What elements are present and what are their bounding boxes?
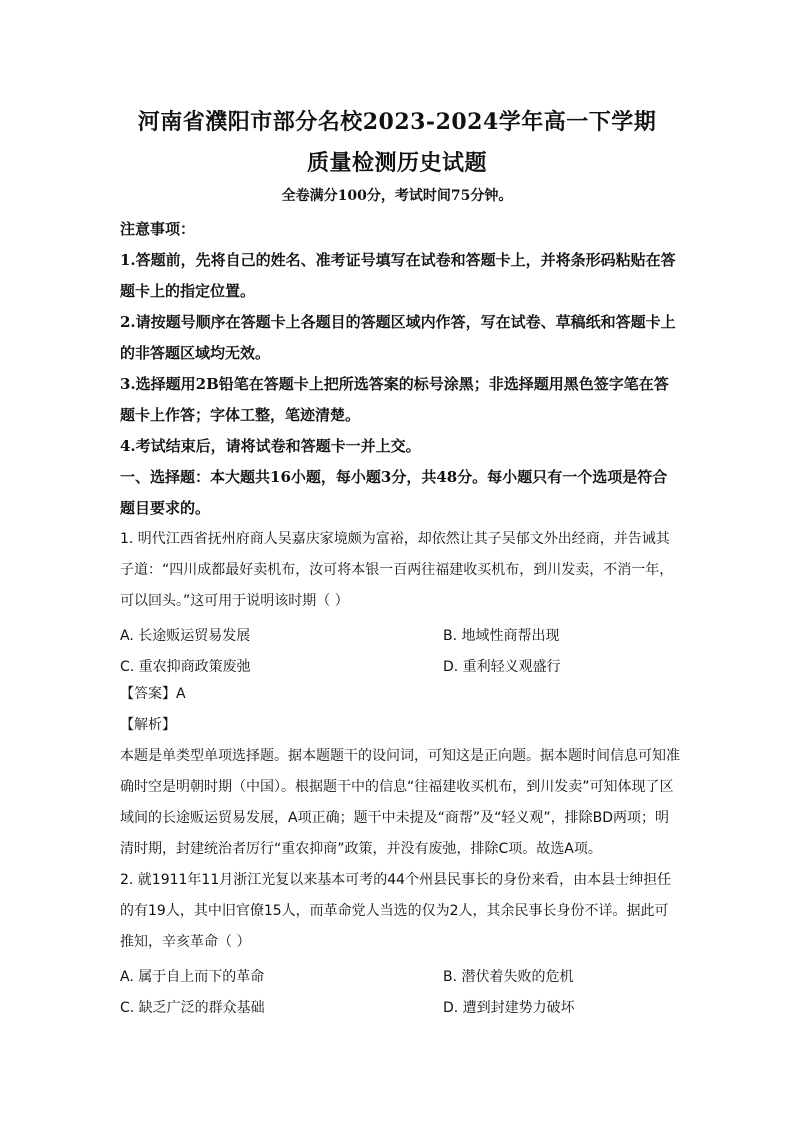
note-item-2: 2.请按题号顺序在答题卡上各题目的答题区域内作答，写在试卷、草稿纸和答题卡上的非答题区域均无效。: [120, 313, 676, 362]
question-1-analysis-label: 【解析】: [120, 717, 176, 733]
question-1-option-d: D. 重利轻义观盛行: [443, 659, 561, 675]
question-2-option-b: B. 潜伏着失败的危机: [443, 969, 574, 985]
exam-title-line2: 质量检测历史试题: [306, 150, 487, 176]
question-1-option-c: C. 重农抑商政策废弛: [120, 659, 251, 675]
question-1-answer: 【答案】A: [120, 686, 186, 702]
notes-heading: 注意事项：: [120, 220, 196, 238]
note-item-3: 3.选择题用2B铅笔在答题卡上把所选答案的标号涂黑；非选择题用黑色签字笔在答题卡上作答；字体工整，笔迹清楚。: [120, 375, 669, 424]
question-1-analysis: 本题是单类型单项选择题。据本题题干的设问词，可知这是正向题。据本题时间信息可知准确时空是明朝时期（中国）。根据题干中的信息“往福建收买机布，到川发卖”可知体现了区域间的长途贩运贸易发展，A项正确；题干中未提及“商帮”及“轻义观”，排除BD两项；明清时期，封建统治者厉行“重农抑商”政策，并没有废弛，排除C项。故选A项。: [120, 748, 680, 857]
question-2-option-d: D. 遭到封建势力破坏: [443, 1000, 575, 1016]
exam-meta: 全卷满分100分，考试时间75分钟。: [281, 188, 513, 204]
question-2-stem: 2. 就1911年11月浙江光复以来基本可考的44个州县民事长的身份来看，由本县士绅担任的有19人，其中旧官僚15人，而革命党人当选的仅为2人，其余民事长身份不详。据此可推知，辛亥革命（ ）: [120, 872, 672, 950]
section-heading: 一、选择题：本大题共16小题，每小题3分，共48分。每小题只有一个选项是符合题目要求的。: [120, 468, 668, 517]
question-1-option-b: B. 地域性商帮出现: [443, 628, 560, 644]
exam-title-line1: 河南省濮阳市部分名校2023-2024学年高一下学期: [137, 109, 657, 135]
note-item-4: 4.考试结束后，请将试卷和答题卡一并上交。: [120, 437, 421, 455]
question-2-option-c: C. 缺乏广泛的群众基础: [120, 1000, 265, 1016]
question-1-stem: 1. 明代江西省抚州府商人吴嘉庆家境颇为富裕，却依然让其子吴郁文外出经商，并告诫其子道：“四川成都最好卖机布，汝可将本银一百两往福建收买机布，到川发卖，不消一年，可以回头。”这可用于说明该时期（ ）: [120, 531, 674, 609]
question-1-option-a: A. 长途贩运贸易发展: [120, 628, 251, 644]
note-item-1: 1.答题前，先将自己的姓名、准考证号填写在试卷和答题卡上，并将条形码粘贴在答题卡上的指定位置。: [120, 251, 676, 300]
question-2-option-a: A. 属于自上而下的革命: [120, 969, 265, 985]
